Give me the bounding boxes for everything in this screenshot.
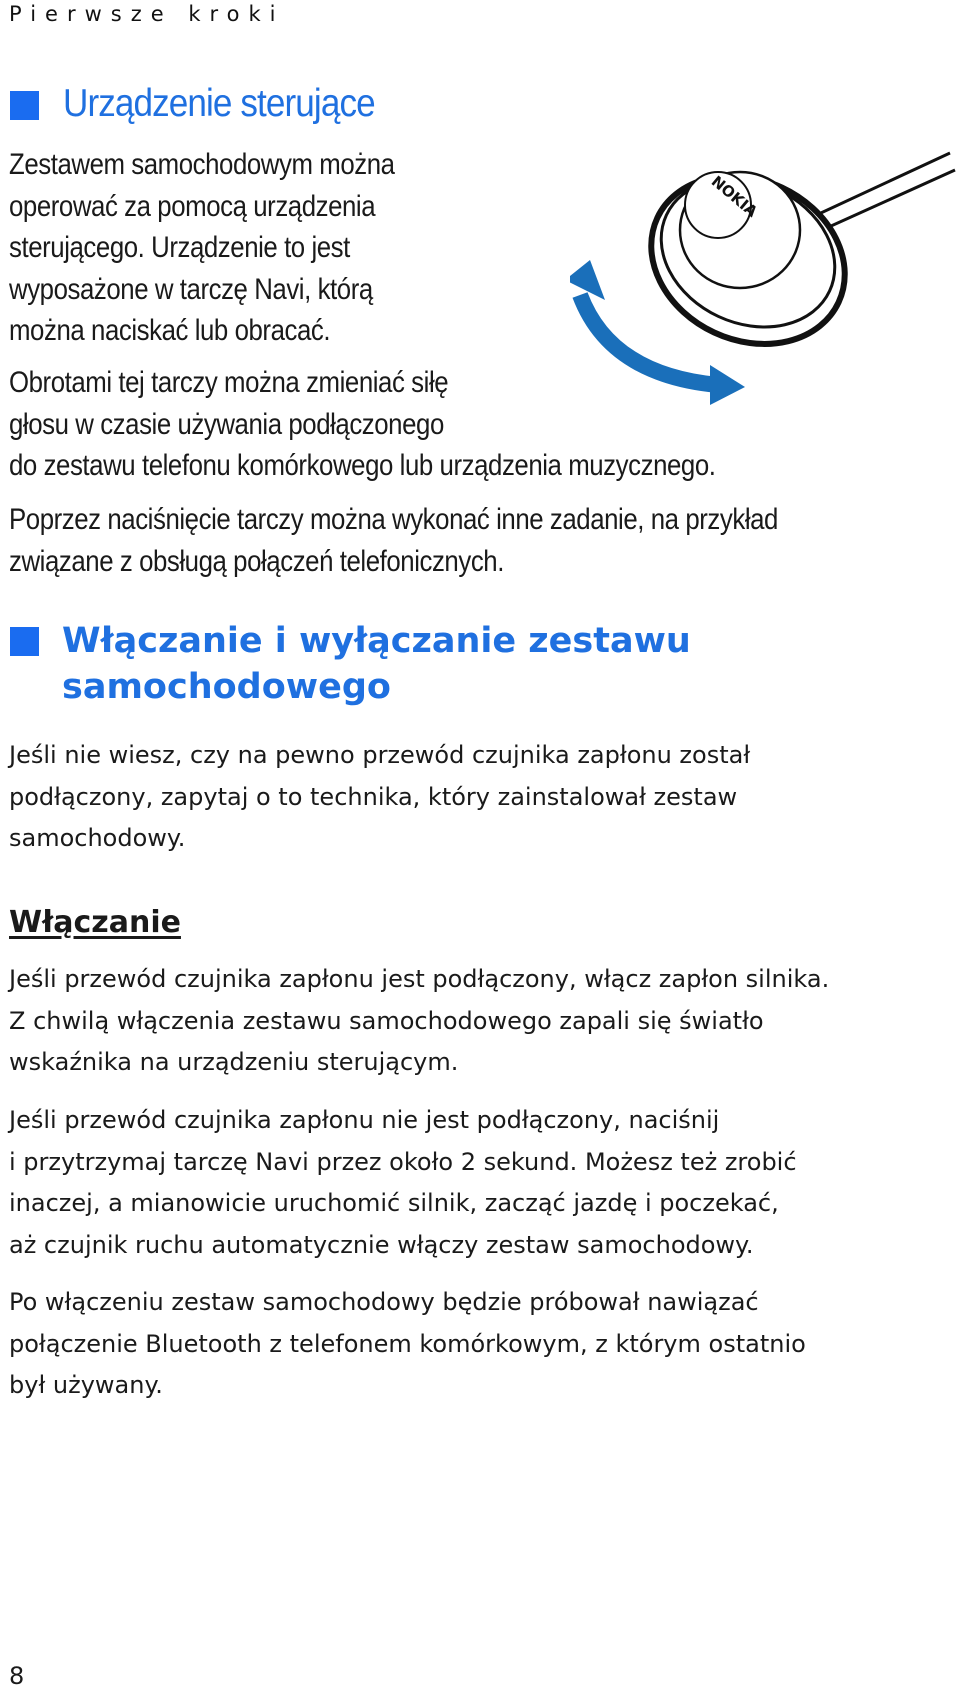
text-line: głosu w czasie używania podłączonego — [9, 407, 444, 441]
paragraph-switch-on-1 — [9, 959, 829, 1084]
text-line: operować za pomocą urządzenia — [9, 189, 376, 223]
text-line: Po włączeniu zestaw samochodowy będzie próbował nawiązać — [9, 1288, 759, 1316]
text-line: był używany. — [9, 1371, 163, 1399]
nokia-logo: NOKIA — [707, 172, 761, 221]
text-line: można naciskać lub obracać. — [9, 314, 331, 347]
section-bullet-icon — [10, 91, 39, 120]
paragraph-switch-on-3 — [9, 1282, 806, 1407]
text-line: sterującego. Urządzenie to jest — [9, 231, 350, 264]
subsection-title-switch-on: Włączanie — [9, 905, 181, 940]
text-line: Z chwilą włączenia zestawu samochodowego zapali się światło — [9, 1006, 764, 1035]
title-line: samochodowego — [62, 667, 391, 707]
paragraph-intro — [9, 144, 395, 352]
navi-wheel-illustration — [570, 145, 960, 430]
text-line: Obrotami tej tarczy można zmieniać siłę — [9, 366, 449, 399]
paragraph-press — [9, 499, 778, 582]
text-line: Jeśli przewód czujnika zapłonu nie jest podłączony, naciśnij — [9, 1106, 720, 1134]
text-line: Jeśli nie wiesz, czy na pewno przewód czujnika zapłonu został — [9, 741, 751, 769]
text-line: wskaźnika na urządzeniu sterującym. — [9, 1048, 459, 1076]
text-line: Poprzez naciśnięcie tarczy można wykonać inne zadanie, na przykład — [9, 503, 778, 536]
section-title-power — [62, 618, 691, 710]
text-line: Zestawem samochodowym można — [9, 148, 395, 181]
page-number: 8 — [9, 1662, 25, 1690]
paragraph-switch-on-2 — [9, 1100, 797, 1266]
text-line: Jeśli przewód czujnika zapłonu jest podłączony, włącz zapłon silnika. — [9, 965, 830, 993]
text-line: wyposażone w tarczę Navi, którą — [9, 272, 373, 306]
section-title-control-device: Urządzenie sterujące — [63, 82, 375, 125]
section-bullet-icon — [10, 627, 39, 656]
text-line: do zestawu telefonu komórkowego lub urządzenia muzycznego. — [9, 449, 716, 482]
text-line: i przytrzymaj tarczę Navi przez około 2 sekund. Możesz też zrobić — [9, 1147, 797, 1176]
title-line: Włączanie i wyłączanie zestawu — [62, 621, 691, 661]
text-line: związane z obsługą połączeń telefonicznych. — [9, 544, 504, 578]
running-header: Pierwsze kroki — [9, 2, 285, 26]
text-line: połączenie Bluetooth z telefonem komórkowym, z którym ostatnio — [9, 1329, 806, 1358]
paragraph-ignition-check — [9, 735, 750, 860]
text-line: podłączony, zapytaj o to technika, który zainstalował zestaw — [9, 782, 738, 811]
text-line: samochodowy. — [9, 824, 186, 852]
text-line: inaczej, a mianowicie uruchomić silnik, zacząć jazdę i poczekać, — [9, 1189, 779, 1217]
control-knob-icon — [624, 145, 873, 375]
text-line: aż czujnik ruchu automatycznie włączy zestaw samochodowy. — [9, 1230, 754, 1259]
